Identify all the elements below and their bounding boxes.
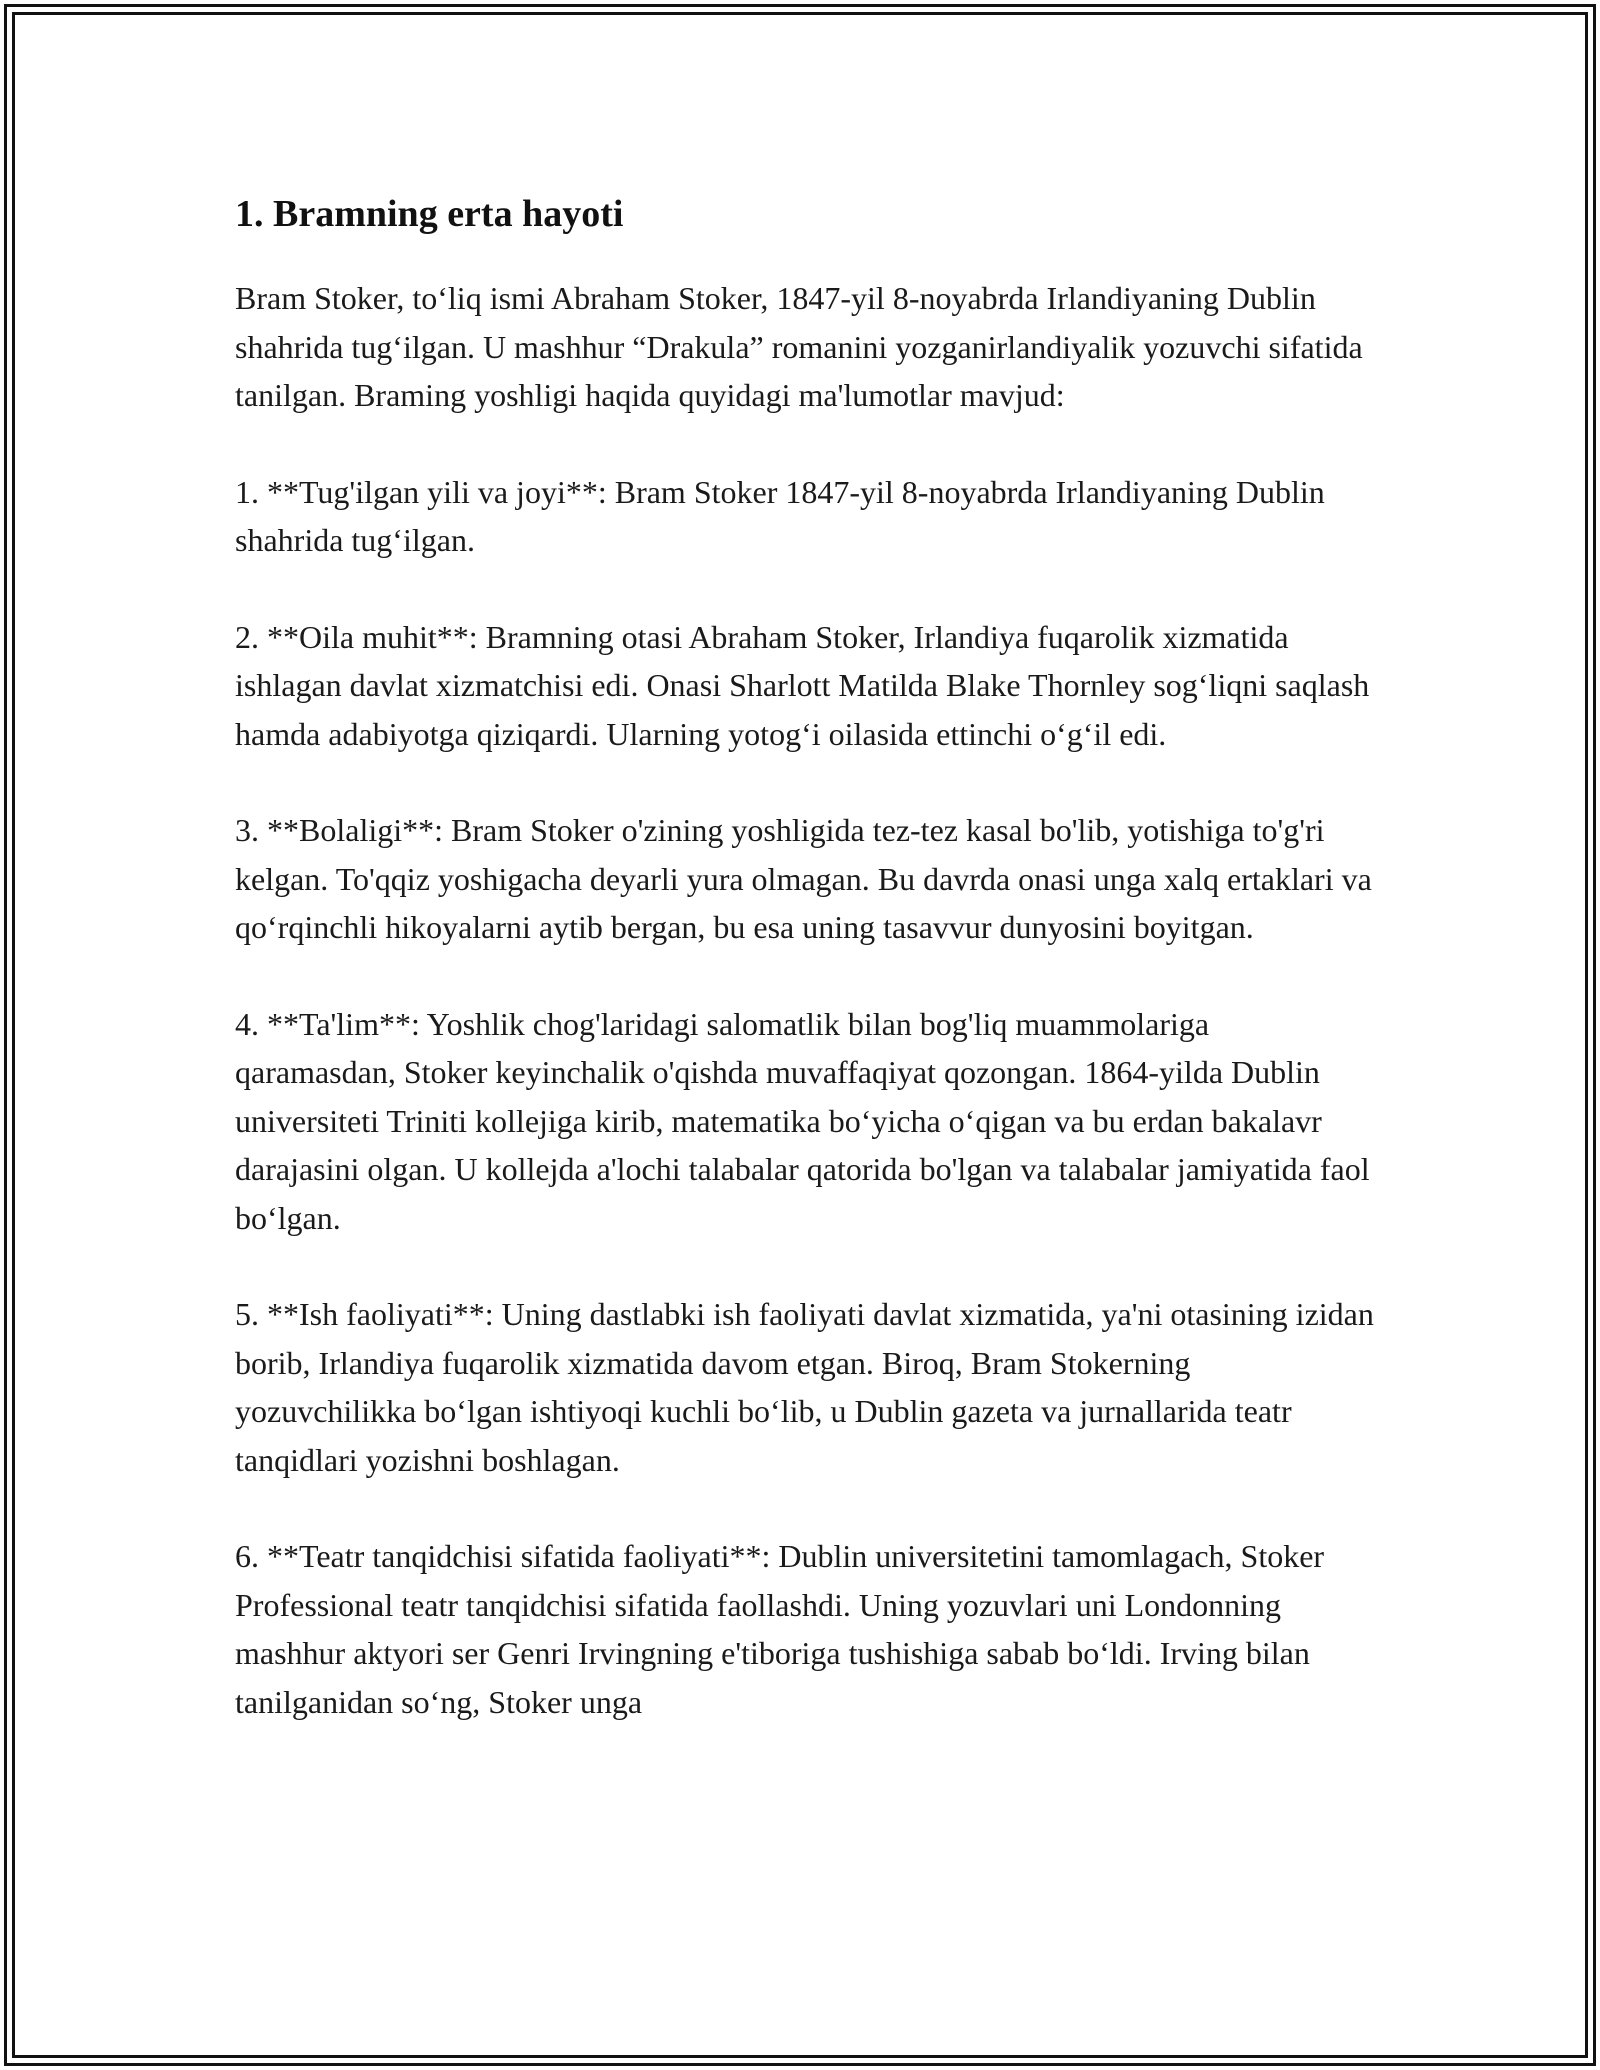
document-body (235, 188, 1375, 1774)
section-heading: 1. Bramning erta hayoti (235, 193, 624, 235)
list-item-education: 4. **Ta'lim**: Yoshlik chog'laridagi salomatlik bilan bog'liq muammolariga qaramasdan, Stoker keyinchalik o'qishda muvaffaqiyat qozongan. 1864-yilda Dublin universiteti Triniti kollejiga kirib, matematika bo‘yicha o‘qigan va bu erdan bakalavr darajasini olgan. U kollejda a'lochi talabalar qatorida bo'lgan va talabalar jamiyatida faol bo‘lgan. (235, 1005, 1370, 1236)
list-item-family: 2. **Oila muhit**: Bramning otasi Abraham Stoker, Irlandiya fuqarolik xizmatida ishlagan davlat xizmatchisi edi. Onasi Sharlott Matilda Blake Thornley sog‘liqni saqlash hamda adabiyotga qiziqardi. Ularning yotog‘i oilasida ettinchi o‘g‘il edi. (235, 618, 1370, 752)
list-item-childhood: 3. **Bolaligi**: Bram Stoker o'zining yoshligida tez-tez kasal bo'lib, yotishiga to'g'ri kelgan. To'qqiz yoshigacha deyarli yura olmagan. Bu davrda onasi unga xalq ertaklari va qo‘rqinchli hikoyalarni aytib bergan, bu esa uning tasavvur dunyosini boyitgan. (235, 812, 1372, 945)
intro-paragraph: Bram Stoker, to‘liq ismi Abraham Stoker, 1847-yil 8-noyabrda Irlandiyaning Dublin shahrida tug‘ilgan. U mashhur “Drakula” romanini yozganirlandiyalik yozuvchi sifatida tanilgan. Braming yoshligi haqida quyidagi ma'lumotlar mavjud: (235, 280, 1363, 413)
list-item-work: 5. **Ish faoliyati**: Uning dastlabki ish faoliyati davlat xizmatida, ya'ni otasining izidan borib, Irlandiya fuqarolik xizmatida davom etgan. Biroq, Bram Stokerning yozuvchilikka bo‘lgan ishtiyoqi kuchli bo‘lib, u Dublin gazeta va jurnallarida teatr tanqidlari yozishni boshlagan. (235, 1296, 1374, 1478)
list-item-birth: 1. **Tug'ilgan yili va joyi**: Bram Stoker 1847-yil 8-noyabrda Irlandiyaning Dublin shahrida tug‘ilgan. (235, 473, 1325, 558)
list-item-theatre-critic: 6. **Teatr tanqidchisi sifatida faoliyati**: Dublin universitetini tamomlagach, Stoker Professional teatr tanqidchisi sifatida faollashdi. Uning yozuvlari uni Londonning mashhur aktyori ser Genri Irvingning e'tiboriga tushishiga sabab bo‘ldi. Irving bilan tanilganidan so‘ng, Stoker unga (235, 1538, 1325, 1720)
